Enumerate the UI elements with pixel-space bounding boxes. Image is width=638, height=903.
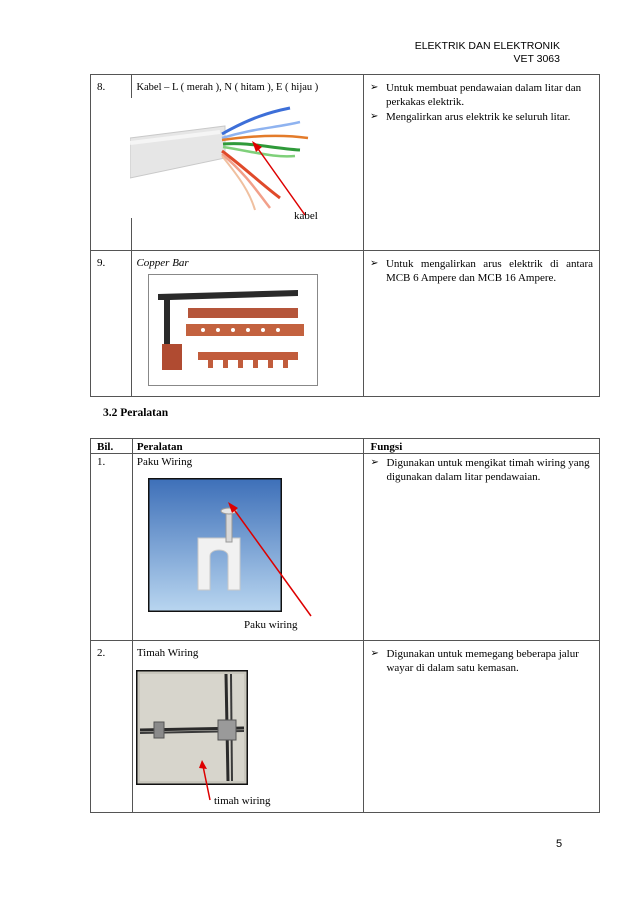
arrow-bullet-icon: ➢ — [370, 457, 379, 468]
cable-caption: kabel — [294, 210, 318, 222]
bullet-text: Mengalirkan arus elektrik ke seluruh litar. — [385, 111, 571, 123]
paku-caption: Paku wiring — [244, 619, 298, 631]
header-line-1: ELEKTRIK DAN ELEKTRONIK — [414, 40, 560, 52]
bullet-text: Digunakan untuk memegang beberapa jalur wayar di dalam satu kemasan. — [386, 648, 579, 674]
fungsi-cell — [363, 251, 599, 397]
fungsi-cell — [364, 454, 600, 641]
bullet-text: Untuk membuat pendawaian dalam litar dan perkakas elektrik. — [385, 82, 582, 108]
page-number: 5 — [556, 838, 563, 850]
item-label: Kabel – L ( merah ), N ( hitam ), E ( hijau ) — [136, 82, 319, 93]
arrow-bullet-icon: ➢ — [369, 82, 379, 93]
bullet — [370, 647, 593, 675]
bullet — [370, 81, 593, 109]
table-header-row — [91, 439, 600, 454]
cable-pointer-arrow — [250, 140, 310, 220]
header-line-2: VET 3063 — [513, 53, 560, 65]
item-label: Copper Bar — [136, 257, 189, 269]
bullet-text: Untuk mengalirkan arus elektrik di antara MCB 6 Ampere dan MCB 16 Ampere. — [385, 258, 593, 284]
bullet — [370, 257, 593, 285]
section-title: 3.2 Peralatan — [103, 407, 169, 419]
header-peralatan: Peralatan — [132, 439, 364, 454]
timah-wiring-photo — [136, 670, 248, 785]
arrow-bullet-icon: ➢ — [369, 111, 379, 122]
page-header — [415, 40, 560, 66]
item-label: Timah Wiring — [136, 647, 199, 659]
bullet-text: Digunakan untuk mengikat timah wiring yang digunakan dalam litar pendawaian. — [386, 457, 590, 483]
fungsi-cell — [363, 75, 599, 251]
row-number: 9. — [91, 251, 132, 397]
row-number: 1. — [91, 454, 133, 641]
timah-caption: timah wiring — [214, 795, 271, 807]
row-number: 8. — [91, 75, 132, 251]
item-label: Paku Wiring — [136, 456, 193, 468]
bullet — [370, 110, 593, 124]
header-bil: Bil. — [91, 439, 133, 454]
arrow-bullet-icon: ➢ — [369, 258, 379, 269]
arrow-bullet-icon: ➢ — [370, 648, 379, 659]
header-fungsi: Fungsi — [364, 439, 600, 454]
fungsi-cell — [364, 641, 600, 813]
bullet — [370, 456, 593, 484]
row-number: 2. — [91, 641, 133, 813]
copper-bar-photo — [148, 274, 318, 386]
paku-pointer-arrow — [225, 500, 315, 620]
